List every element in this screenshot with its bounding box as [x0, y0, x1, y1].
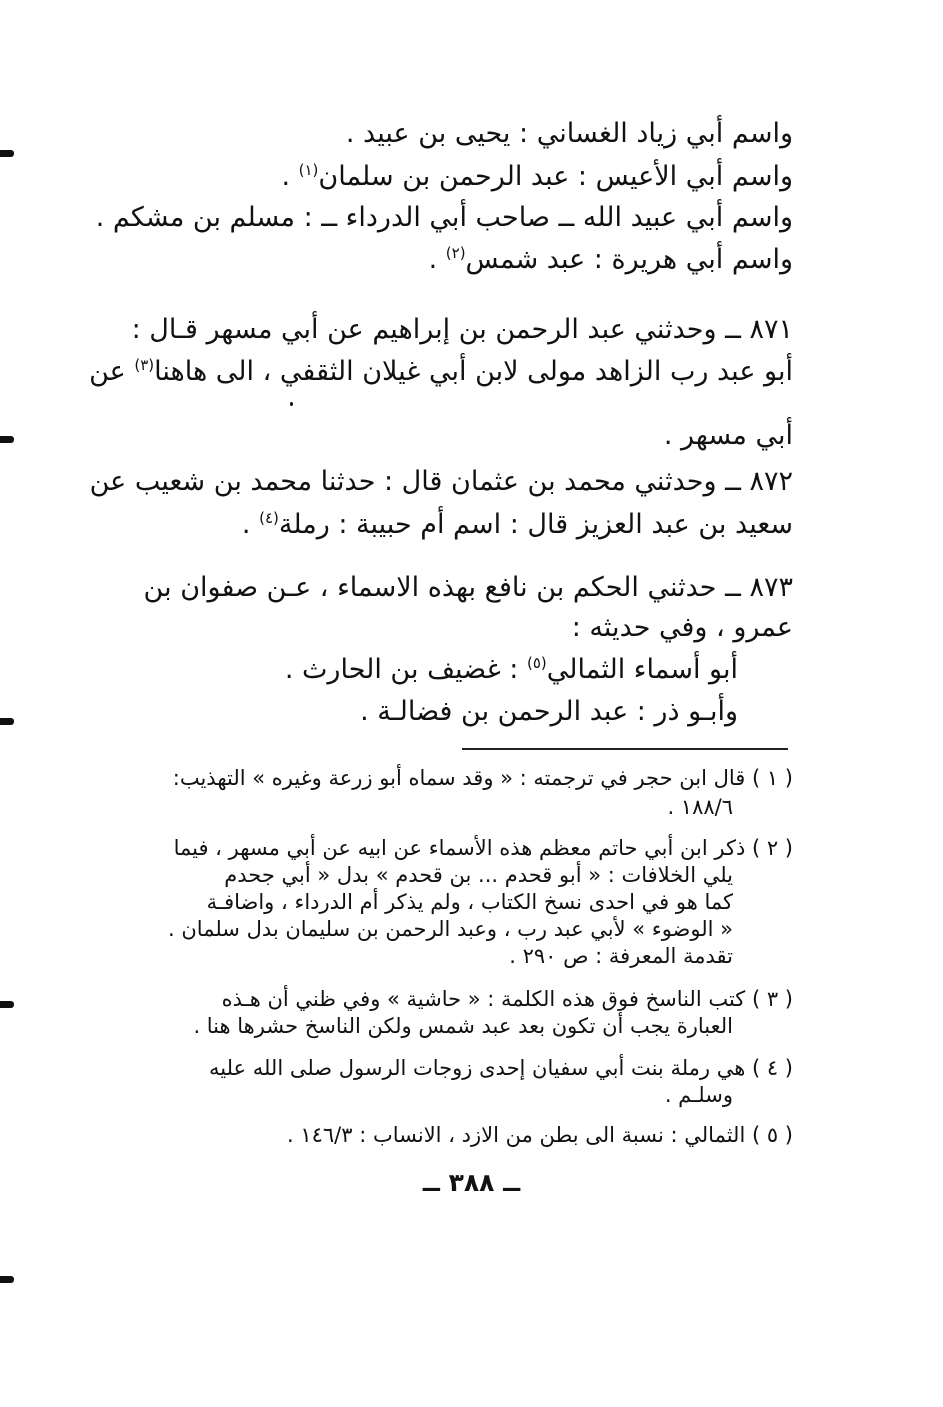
line-end: . [241, 509, 260, 540]
footnote-separator [462, 748, 788, 750]
names-line: واسم أبي عبيد الله ــ صاحب أبي الدرداء ــ : مسلم بن مشكم . [95, 202, 793, 233]
footnote-2-line: يلي الخلافات : « أبو قحدم ... بن قحدم » بدل « أبي جحدم [224, 863, 733, 887]
line-end: . [428, 244, 446, 275]
footnote-ref: (١) [298, 161, 319, 179]
paragraph-873-line: عمرو ، وفي حديثه : [571, 612, 793, 643]
scan-mark [0, 436, 14, 443]
paragraph-872-line [242, 505, 793, 545]
footnote-2-line: كما هو في احدى نسخ الكتاب ، ولم يذكر أم الدرداء ، واضافـة [206, 890, 733, 914]
paragraph-871-line: ٨٧١ ــ وحدثني عبد الرحمن بن إبراهيم عن أبي مسهر قـال : [131, 314, 793, 345]
footnote-2-line: تقدمة المعرفة : ص ٢٩٠ . [509, 944, 733, 968]
page-number: ــ ٣٨٨ ــ [422, 1168, 521, 1197]
footnote-4-line: ( ٤ ) هي رملة بنت أبي سفيان إحدى زوجات الرسول صلى الله عليه [208, 1056, 793, 1080]
scan-mark [0, 1276, 14, 1283]
names-line [281, 157, 793, 197]
paragraph-873-line: وأبـو ذر : عبد الرحمن بن فضالـة . [360, 696, 738, 727]
paragraph-text: : غضيف بن الحارث . [284, 654, 527, 685]
paragraph-872-line: ٨٧٢ ــ وحدثني محمد بن عثمان قال : حدثنا محمد بن شعيب عن [89, 466, 793, 497]
paragraph-text: سعيد بن عبد العزيز قال : اسم أم حبيبة : رملة [278, 509, 793, 540]
scan-mark [0, 150, 14, 157]
paragraph-873-line: ٨٧٣ ــ حدثني الحكم بن نافع بهذه الاسماء ، عـن صفوان بن [143, 572, 793, 603]
footnote-ref: (٣) [134, 356, 155, 374]
paragraph-871-line: أبي مسهر . [663, 420, 793, 451]
names-line: واسم أبي زياد الغساني : يحيى بن عبيد . [345, 118, 793, 149]
ink-speck [290, 402, 293, 406]
paragraph-871-line [89, 352, 793, 392]
names-line-text: واسم أبي الأعيس : عبد الرحمن بن سلمان [318, 161, 793, 192]
footnote-ref: (٥) [526, 654, 547, 672]
footnote-4-line: وسلـم . [664, 1083, 733, 1107]
footnote-1-line: ١٨٨/٦ . [667, 795, 733, 819]
footnote-2-line: ( ٢ ) ذكر ابن أبي حاتم معظم هذه الأسماء عن ابيه عن أبي مسهر ، فيما [173, 836, 793, 860]
footnote-3-line: ( ٣ ) كتب الناسخ فوق هذه الكلمة : « حاشية » وفي ظني أن هـذه [221, 987, 793, 1011]
paragraph-text: أبو عبد رب الزاهد مولى لابن أبي غيلان الثقفي ، الى هاهنا [154, 356, 793, 387]
footnote-5-line: ( ٥ ) الثمالي : نسبة الى بطن من الازد ، الانساب : ١٤٦/٣ . [286, 1123, 793, 1147]
footnote-ref: (٤) [259, 509, 279, 527]
footnote-1-line: ( ١ ) قال ابن حجر في ترجمته : « وقد سماه أبو زرعة وغيره » التهذيب: [172, 766, 793, 790]
paragraph-873-line [285, 650, 738, 690]
paragraph-text: عن [89, 356, 135, 387]
scan-mark [0, 1001, 14, 1008]
scan-mark [0, 718, 14, 725]
names-line-text: واسم أبي هريرة : عبد شمس [465, 244, 793, 275]
names-line [429, 240, 793, 280]
paragraph-text: أبو أسماء الثمالي [546, 654, 738, 685]
line-end: . [281, 161, 299, 192]
footnote-ref: (٢) [445, 244, 466, 262]
footnote-2-line: « الوضوء » لأبي عبد رب ، وعبد الرحمن بن سليمان بدل سلمان . [168, 917, 733, 941]
footnote-3-line: العبارة يجب أن تكون بعد عبد شمس ولكن الناسخ حشرها هنا . [193, 1014, 733, 1038]
